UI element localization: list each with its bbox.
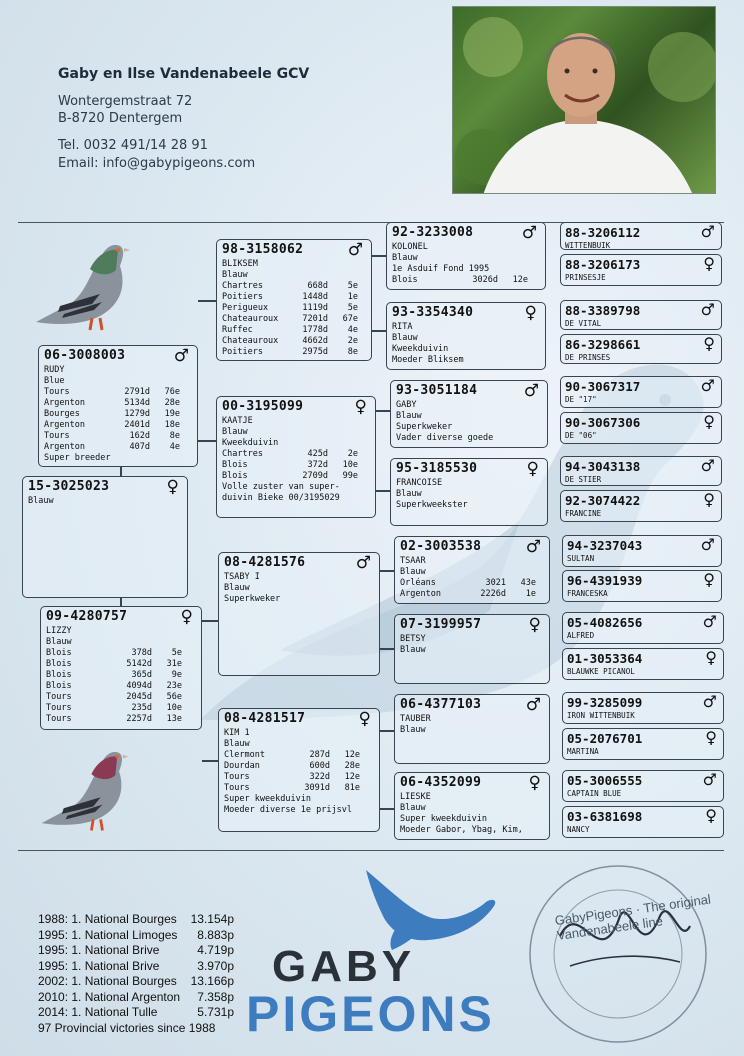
info-line: Blauw: [400, 645, 426, 655]
ring-number: 93-3051184: [396, 383, 478, 398]
ring-number: 96-4391939: [567, 573, 643, 588]
info-line: Blauw: [396, 411, 422, 421]
ring-number: 07-3199957: [400, 617, 482, 632]
result-row: 2014: 1. National Tulle 5.731p: [38, 1005, 234, 1019]
info-line: Chartres 668d 5e: [222, 281, 358, 291]
info-line: 1e Asduif Fond 1995: [392, 264, 490, 274]
female-icon: ♀: [703, 254, 715, 273]
result-row: 1995: 1. National Brive 4.719p: [38, 943, 234, 957]
connector: [372, 330, 386, 332]
ring-number: 92-3074422: [565, 493, 641, 508]
info-line: Tours 2791d 76e: [44, 387, 180, 397]
info-line: Chateauroux 4662d 2e: [222, 336, 358, 346]
info-line: Moeder Gabor, Ybag, Kim,: [400, 825, 523, 835]
connector: [380, 648, 394, 650]
pigeon-name: DE "06": [565, 431, 597, 440]
info-line: Blauw: [224, 583, 250, 593]
info-line: Blue: [44, 376, 65, 386]
info-line: TAUBER: [400, 714, 431, 724]
pedigree-gp-3: [390, 380, 548, 448]
pedigree-ggp-1: [560, 222, 722, 250]
pedigree-ggp-15: [562, 770, 724, 802]
ring-number: 88-3206112: [565, 225, 641, 240]
female-icon: ♀: [703, 570, 715, 589]
stamp-text: GabyPigeons · The original Vandenabeele line: [553, 891, 712, 944]
connector: [376, 410, 390, 412]
email-address: Email: info@gabypigeons.com: [58, 156, 256, 171]
info-line: GABY: [396, 400, 417, 410]
brand-name-gaby: GABY: [272, 942, 416, 991]
male-icon: ♂: [525, 537, 541, 557]
female-icon: ♀: [180, 607, 193, 627]
pedigree-ggp-2: [560, 254, 722, 286]
male-icon: ♂: [702, 612, 717, 631]
ring-number: 99-3285099: [567, 695, 643, 710]
connector: [376, 490, 390, 492]
info-line: LIESKE: [400, 792, 431, 802]
female-icon: ♀: [705, 648, 717, 667]
pigeon-name: BLAUWKE PICANOL: [567, 667, 635, 676]
ring-number: 01-3053364: [567, 651, 643, 666]
pigeon-name: PRINSESJE: [565, 273, 606, 282]
ring-number: 02-3003538: [400, 539, 482, 554]
dove-logo-icon: [362, 862, 502, 952]
info-line: Clermont 287d 12e: [224, 750, 360, 760]
info-line: Blauw: [28, 496, 54, 506]
info-line: Volle zuster van super-: [222, 482, 340, 492]
info-line: Blauw: [46, 637, 72, 647]
pigeon-name: ALFRED: [567, 631, 595, 640]
info-line: Super breeder: [44, 453, 111, 463]
pedigree-ggp-4: [560, 334, 722, 364]
info-line: Moeder diverse 1e prijsvl: [224, 805, 352, 815]
pedigree-gp-6: [394, 614, 550, 684]
pigeon-illustration-bottom: [36, 736, 132, 840]
info-line: Blauw: [400, 567, 426, 577]
info-line: Moeder Bliksem: [392, 355, 464, 365]
info-line: Tours 2045d 56e: [46, 692, 182, 702]
male-icon: ♂: [347, 240, 363, 260]
pedigree-sire-sire: [216, 239, 372, 361]
info-line: Blauw: [224, 739, 250, 749]
pedigree-gp-5: [394, 536, 550, 604]
pigeon-name: WITTENBUIK: [565, 241, 611, 250]
info-line: Poitiers 1448d 1e: [222, 292, 358, 302]
info-line: Argenton 407d 4e: [44, 442, 180, 452]
info-line: BLIKSEM: [222, 259, 258, 269]
connector: [198, 440, 216, 442]
info-line: Blois 365d 9e: [46, 670, 182, 680]
address-city: B-8720 Dentergem: [58, 111, 183, 126]
pedigree-ggp-7: [560, 456, 722, 486]
connector: [202, 620, 218, 622]
female-icon: ♀: [705, 728, 717, 747]
pedigree-ggp-9: [562, 535, 722, 567]
male-icon: ♂: [523, 381, 539, 401]
stamp-seal: [520, 856, 716, 1052]
info-line: Blois 3026d 12e: [392, 275, 528, 285]
female-icon: ♀: [526, 459, 539, 479]
result-row: 2002: 1. National Bourges 13.166p: [38, 974, 234, 988]
pedigree-gp-4: [390, 458, 548, 526]
pedigree-ggp-11: [562, 612, 724, 644]
bottom-divider: [18, 850, 724, 851]
results-footer: 97 Provincial victories since 1988: [38, 1020, 216, 1035]
male-icon: ♂: [521, 223, 537, 243]
brand-name-pigeons: PIGEONS: [246, 986, 495, 1042]
info-line: duivin Bieke 00/3195029: [222, 493, 340, 503]
info-line: Blauw: [222, 427, 248, 437]
pigeon-name: DE VITAL: [565, 319, 602, 328]
ring-number: 86-3298661: [565, 337, 641, 352]
info-line: Kweekduivin: [222, 438, 279, 448]
result-row: 2010: 1. National Argenton 7.358p: [38, 989, 234, 1004]
pigeon-name: CAPTAIN BLUE: [567, 789, 622, 798]
connector: [202, 760, 218, 762]
pigeon-name: MARTINA: [567, 747, 599, 756]
ring-number: 88-3389798: [565, 303, 641, 318]
ring-number: 05-3006555: [567, 773, 643, 788]
pedigree-ggp-12: [562, 648, 724, 680]
info-line: Tours 3091d 81e: [224, 783, 360, 793]
ring-number: 95-3185530: [396, 461, 478, 476]
connector: [380, 808, 394, 810]
info-line: Vader diverse goede: [396, 433, 494, 443]
info-line: Kweekduivin: [392, 344, 449, 354]
info-line: Tours 235d 10e: [46, 703, 182, 713]
info-line: Argenton 2401d 18e: [44, 420, 180, 430]
pedigree-gp-7: [394, 694, 550, 764]
pedigree-sire: [38, 345, 198, 467]
connector: [380, 730, 394, 732]
pedigree-gp-2: [386, 302, 546, 370]
ring-number: 94-3043138: [565, 459, 641, 474]
info-line: Superkweker: [396, 422, 453, 432]
info-line: Blois 372d 10e: [222, 460, 358, 470]
info-line: TSABY I: [224, 572, 260, 582]
info-line: Argenton 5134d 28e: [44, 398, 180, 408]
female-icon: ♀: [524, 303, 537, 323]
ring-number: 05-2076701: [567, 731, 643, 746]
pedigree-dam-dam: [218, 708, 380, 832]
info-line: RITA: [392, 322, 413, 332]
pedigree-ggp-16: [562, 806, 724, 838]
pigeon-name: IRON WITTENBUIK: [567, 711, 635, 720]
ring-number: 08-4281576: [224, 555, 306, 570]
info-line: Superkweker: [224, 594, 281, 604]
female-icon: ♀: [703, 412, 715, 431]
pedigree-ggp-14: [562, 728, 724, 760]
pedigree-subject: [22, 476, 188, 598]
connector: [372, 255, 386, 257]
info-line: LIZZY: [46, 626, 72, 636]
result-row: 1995: 1. National Brive 3.970p: [38, 958, 234, 973]
pigeon-name: SULTAN: [567, 554, 595, 563]
info-line: Tours 162d 8e: [44, 431, 180, 441]
female-icon: ♀: [528, 773, 541, 793]
ring-number: 06-4352099: [400, 775, 482, 790]
female-icon: ♀: [705, 806, 717, 825]
pigeon-illustration-top: [30, 234, 134, 334]
male-icon: ♂: [700, 535, 715, 554]
connector: [198, 300, 216, 302]
ring-number: 90-3067306: [565, 415, 641, 430]
info-line: Dourdan 600d 28e: [224, 761, 360, 771]
ring-number: 06-3008003: [44, 348, 126, 363]
ring-number: 98-3158062: [222, 242, 304, 257]
ring-number: 90-3067317: [565, 379, 641, 394]
ring-number: 92-3233008: [392, 225, 474, 240]
ring-number: 09-4280757: [46, 609, 128, 624]
pedigree-gp-1: [386, 222, 546, 290]
info-line: KAATJE: [222, 416, 253, 426]
info-line: Tours 2257d 13e: [46, 714, 182, 724]
female-icon: ♀: [703, 334, 715, 353]
address-street: Wontergemstraat 72: [58, 94, 193, 109]
ring-number: 05-4082656: [567, 615, 643, 630]
pigeon-name: FRANCINE: [565, 509, 602, 518]
result-row: 1995: 1. National Limoges 8.883p: [38, 927, 234, 942]
pedigree-dam-sire: [218, 552, 380, 676]
female-icon: ♀: [528, 615, 541, 635]
pigeon-name: DE "17": [565, 395, 597, 404]
result-row: 1988: 1. National Bourges 13.154p: [38, 912, 234, 926]
info-line: TSAAR: [400, 556, 426, 566]
info-line: Bourges 1279d 19e: [44, 409, 180, 419]
male-icon: ♂: [702, 692, 717, 711]
male-icon: ♂: [700, 456, 715, 475]
pedigree-ggp-6: [560, 412, 722, 444]
pedigree-ggp-8: [560, 490, 722, 522]
male-icon: ♂: [173, 346, 189, 366]
pedigree-dam: [40, 606, 202, 730]
info-line: Perigueux 1119d 5e: [222, 303, 358, 313]
pedigree-ggp-13: [562, 692, 724, 724]
male-icon: ♂: [700, 222, 715, 241]
info-line: KIM 1: [224, 728, 250, 738]
info-line: Blauw: [400, 725, 426, 735]
female-icon: ♀: [354, 397, 367, 417]
breeder-photo: [452, 6, 716, 194]
info-line: Blauw: [396, 489, 422, 499]
info-line: Superkweekster: [396, 500, 468, 510]
female-icon: ♀: [358, 709, 371, 729]
info-line: Ruffec 1778d 4e: [222, 325, 358, 335]
male-icon: ♂: [525, 695, 541, 715]
ring-number: 15-3025023: [28, 479, 110, 494]
ring-number: 93-3354340: [392, 305, 474, 320]
ring-number: 06-4377103: [400, 697, 482, 712]
ring-number: 08-4281517: [224, 711, 306, 726]
info-line: Super kweekduivin: [224, 794, 311, 804]
connector: [120, 598, 122, 606]
male-icon: ♂: [700, 376, 715, 395]
pigeon-name: FRANCESKA: [567, 589, 608, 598]
male-icon: ♂: [355, 553, 371, 573]
info-line: Poitiers 2975d 8e: [222, 347, 358, 357]
female-icon: ♀: [166, 477, 179, 497]
connector: [120, 466, 122, 476]
ring-number: 03-6381698: [567, 809, 643, 824]
info-line: Argenton 2226d 1e: [400, 589, 536, 599]
phone-number: Tel. 0032 491/14 28 91: [58, 138, 208, 153]
info-line: RUDY: [44, 365, 65, 375]
pedigree-ggp-10: [562, 570, 722, 602]
pedigree-sire-dam: [216, 396, 376, 518]
ring-number: 88-3206173: [565, 257, 641, 272]
info-line: Blauw: [222, 270, 248, 280]
info-line: Blauw: [400, 803, 426, 813]
info-line: Blauw: [392, 333, 418, 343]
pigeon-name: DE STIER: [565, 475, 602, 484]
ring-number: 00-3195099: [222, 399, 304, 414]
info-line: Blauw: [392, 253, 418, 263]
male-icon: ♂: [702, 770, 717, 789]
results-list: [38, 912, 234, 1036]
info-line: Chateauroux 7201d 67e: [222, 314, 358, 324]
pedigree-ggp-3: [560, 300, 722, 330]
info-line: FRANCOISE: [396, 478, 443, 488]
info-line: KOLONEL: [392, 242, 428, 252]
info-line: Orléans 3021 43e: [400, 578, 536, 588]
info-line: Blois 5142d 31e: [46, 659, 182, 669]
pedigree-gp-8: [394, 772, 550, 840]
info-line: Blois 2709d 99e: [222, 471, 358, 481]
info-line: Blois 378d 5e: [46, 648, 182, 658]
pigeon-name: NANCY: [567, 825, 590, 834]
info-line: Tours 322d 12e: [224, 772, 360, 782]
female-icon: ♀: [703, 490, 715, 509]
info-line: BETSY: [400, 634, 426, 644]
connector: [380, 570, 394, 572]
info-line: Chartres 425d 2e: [222, 449, 358, 459]
breeder-name: Gaby en Ilse Vandenabeele GCV: [58, 66, 310, 82]
male-icon: ♂: [700, 300, 715, 319]
ring-number: 94-3237043: [567, 538, 643, 553]
pigeon-name: DE PRINSES: [565, 353, 611, 362]
pedigree-ggp-5: [560, 376, 722, 408]
info-line: Blois 4094d 23e: [46, 681, 182, 691]
info-line: Super kweekduivin: [400, 814, 487, 824]
